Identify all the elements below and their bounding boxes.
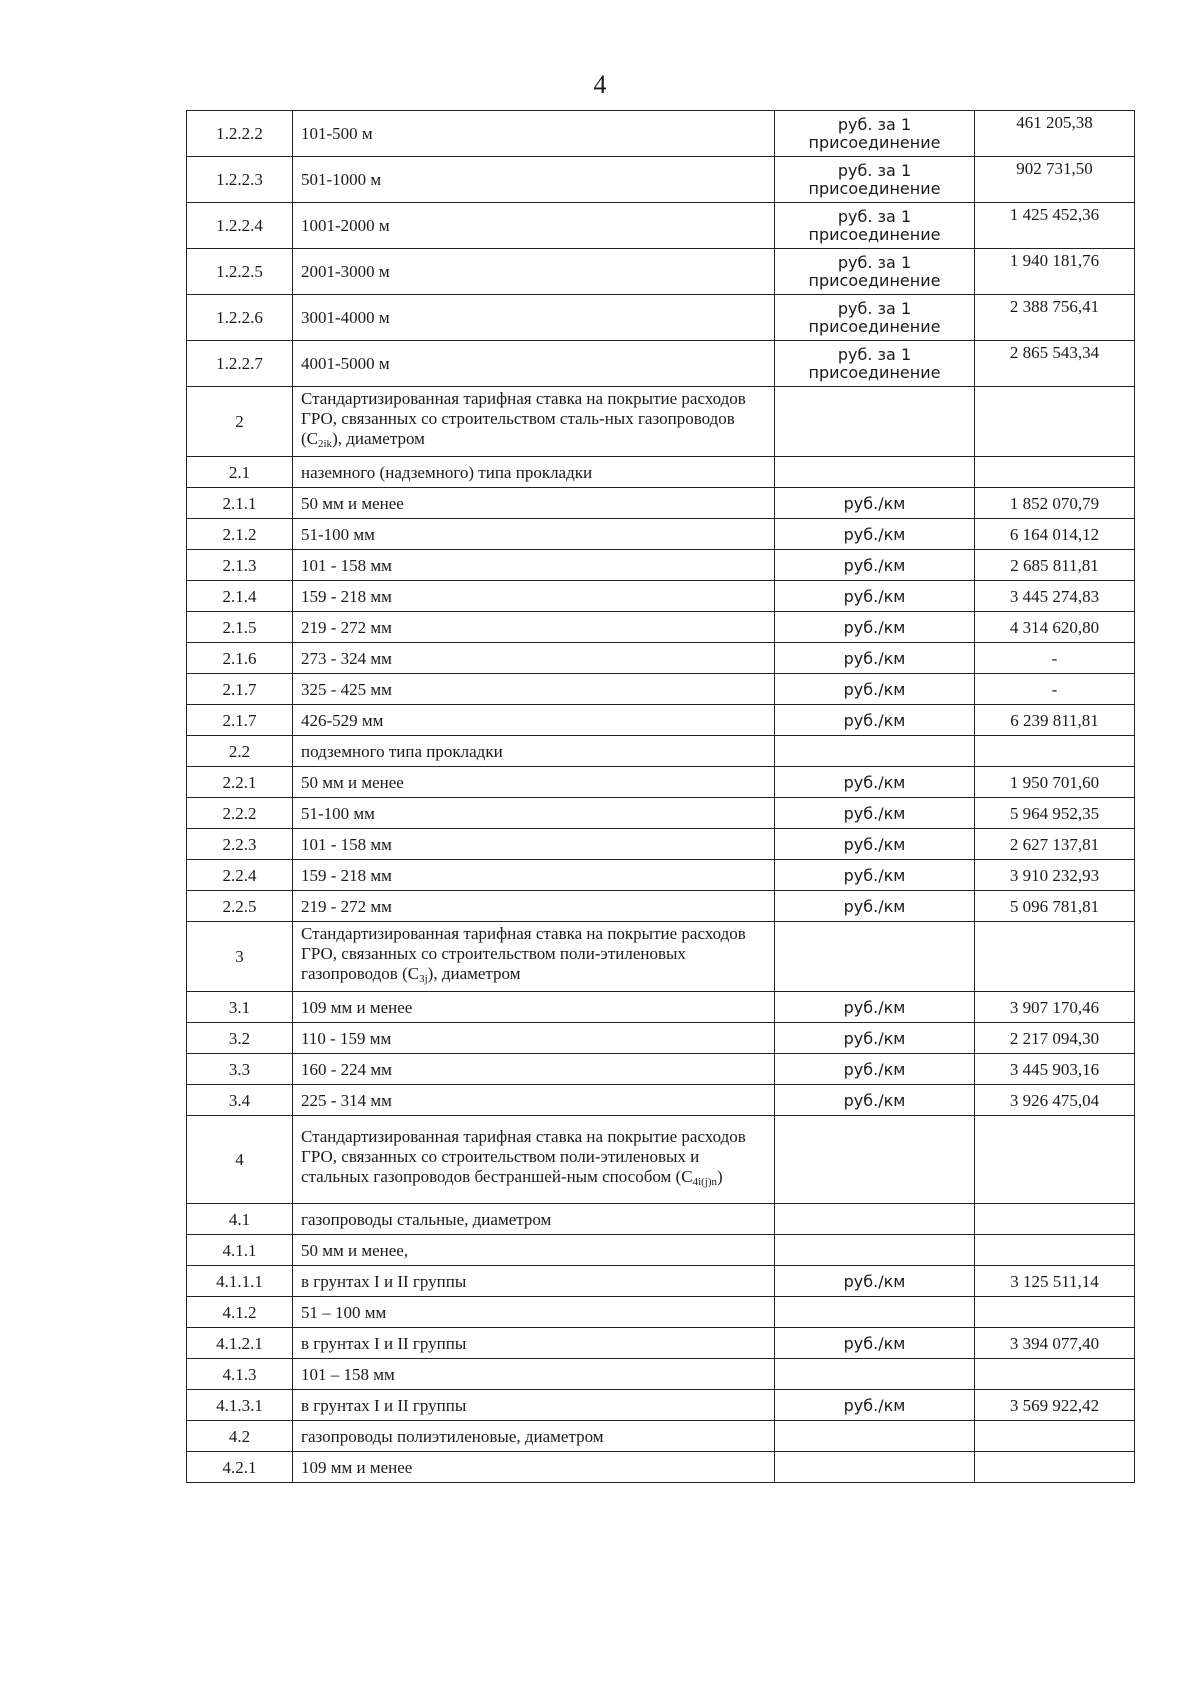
row-unit-cell: [775, 1204, 975, 1235]
table-row: [187, 1023, 1135, 1054]
row-unit-cell: руб. за 1 присоединение: [775, 203, 975, 249]
row-name-text-end: ), диаметром: [427, 964, 521, 983]
row-value-cell: 2 217 094,30: [975, 1023, 1135, 1054]
row-number-cell: 2.1.4: [187, 581, 293, 612]
table-row: [187, 295, 1135, 341]
table-row: [187, 1328, 1135, 1359]
row-unit-cell: [775, 1235, 975, 1266]
row-number-cell: 4.1.3.1: [187, 1390, 293, 1421]
table-row: [187, 341, 1135, 387]
table-row: [187, 1266, 1135, 1297]
table-row: [187, 798, 1135, 829]
row-name-cell: 1001-2000 м: [293, 203, 775, 249]
row-name-subscript: 4i(j)n: [692, 1176, 718, 1188]
table-row: [187, 891, 1135, 922]
row-unit-cell: руб. за 1 присоединение: [775, 341, 975, 387]
row-value-cell: 3 445 903,16: [975, 1054, 1135, 1085]
row-name-cell: подземного типа прокладки: [293, 736, 775, 767]
row-number-cell: 2.2.4: [187, 860, 293, 891]
row-value-cell: -: [975, 643, 1135, 674]
row-unit-cell: [775, 736, 975, 767]
page-number: 4: [593, 70, 607, 99]
row-unit-cell: руб./км: [775, 674, 975, 705]
row-number-cell: 4.1.1.1: [187, 1266, 293, 1297]
table-row: [187, 1235, 1135, 1266]
row-name-cell: 219 - 272 мм: [293, 891, 775, 922]
row-number-cell: 2.1: [187, 457, 293, 488]
row-value-cell: [975, 1235, 1135, 1266]
table-row: [187, 736, 1135, 767]
table-row: [187, 249, 1135, 295]
table-row: [187, 1054, 1135, 1085]
row-unit-cell: [775, 457, 975, 488]
row-unit-cell: [775, 1116, 975, 1204]
row-unit-cell: руб./км: [775, 829, 975, 860]
row-unit-cell: [775, 1452, 975, 1483]
row-name-cell: 101-500 м: [293, 111, 775, 157]
row-value-cell: 6 164 014,12: [975, 519, 1135, 550]
table-row: [187, 922, 1135, 992]
row-name-cell: 50 мм и менее: [293, 767, 775, 798]
row-unit-cell: руб./км: [775, 1054, 975, 1085]
table-row: [187, 674, 1135, 705]
row-number-cell: 4.2: [187, 1421, 293, 1452]
row-number-cell: 3.3: [187, 1054, 293, 1085]
row-name-cell: в грунтах I и II группы: [293, 1266, 775, 1297]
row-number-cell: 3.4: [187, 1085, 293, 1116]
row-name-cell: 110 - 159 мм: [293, 1023, 775, 1054]
row-number-cell: 4.1.3: [187, 1359, 293, 1390]
row-number-cell: 1.2.2.7: [187, 341, 293, 387]
row-number-cell: 2.2: [187, 736, 293, 767]
table-row: [187, 860, 1135, 891]
table-row: [187, 643, 1135, 674]
row-value-cell: 5 096 781,81: [975, 891, 1135, 922]
row-unit-cell: руб./км: [775, 1023, 975, 1054]
row-name-cell: 273 - 324 мм: [293, 643, 775, 674]
row-number-cell: 4.1.2.1: [187, 1328, 293, 1359]
row-name-cell: 2001-3000 м: [293, 249, 775, 295]
row-name-cell: газопроводы стальные, диаметром: [293, 1204, 775, 1235]
table-row: [187, 203, 1135, 249]
row-number-cell: 2: [187, 387, 293, 457]
table-row: [187, 992, 1135, 1023]
table-row: [187, 488, 1135, 519]
row-value-cell: 3 910 232,93: [975, 860, 1135, 891]
row-number-cell: 3.2: [187, 1023, 293, 1054]
row-name-cell: 219 - 272 мм: [293, 612, 775, 643]
table-row: [187, 550, 1135, 581]
row-number-cell: 2.2.2: [187, 798, 293, 829]
row-value-cell: 3 125 511,14: [975, 1266, 1135, 1297]
row-unit-cell: [775, 922, 975, 992]
table-row: [187, 1452, 1135, 1483]
tariff-table-body: [187, 111, 1135, 1483]
table-row: [187, 767, 1135, 798]
row-value-cell: 2 388 756,41: [975, 295, 1135, 341]
row-name-cell: 51-100 мм: [293, 519, 775, 550]
row-name-cell: газопроводы полиэтиленовые, диаметром: [293, 1421, 775, 1452]
row-value-cell: [975, 736, 1135, 767]
row-number-cell: 4.2.1: [187, 1452, 293, 1483]
row-value-cell: 3 394 077,40: [975, 1328, 1135, 1359]
table-row: [187, 1204, 1135, 1235]
table-row: [187, 829, 1135, 860]
row-name-cell: 109 мм и менее: [293, 992, 775, 1023]
row-name-cell: 4001-5000 м: [293, 341, 775, 387]
row-number-cell: 1.2.2.6: [187, 295, 293, 341]
row-value-cell: [975, 1421, 1135, 1452]
row-value-cell: 5 964 952,35: [975, 798, 1135, 829]
row-value-cell: [975, 922, 1135, 992]
row-unit-cell: руб./км: [775, 860, 975, 891]
row-number-cell: 2.2.5: [187, 891, 293, 922]
row-number-cell: 2.1.7: [187, 705, 293, 736]
row-unit-cell: руб./км: [775, 488, 975, 519]
row-name-cell: [293, 922, 775, 992]
row-number-cell: 2.2.3: [187, 829, 293, 860]
row-number-cell: 1.2.2.4: [187, 203, 293, 249]
row-number-cell: 4.1.1: [187, 1235, 293, 1266]
row-name-cell: 225 - 314 мм: [293, 1085, 775, 1116]
row-value-cell: [975, 1116, 1135, 1204]
table-row: [187, 1297, 1135, 1328]
row-unit-cell: руб./км: [775, 1328, 975, 1359]
row-unit-cell: руб. за 1 присоединение: [775, 249, 975, 295]
row-name-cell: 51-100 мм: [293, 798, 775, 829]
row-value-cell: 3 445 274,83: [975, 581, 1135, 612]
row-name-cell: наземного (надземного) типа прокладки: [293, 457, 775, 488]
row-name-cell: 501-1000 м: [293, 157, 775, 203]
row-number-cell: 3: [187, 922, 293, 992]
row-name-text: Стандартизированная тарифная ставка на покрытие расходов ГРО, связанных со строительством поли-этиленовых и стальных газопроводов бестраншей-ным способом (C: [301, 1127, 746, 1186]
row-number-cell: 2.2.1: [187, 767, 293, 798]
row-name-subscript: 2ik: [318, 438, 333, 450]
row-value-cell: [975, 457, 1135, 488]
row-value-cell: 2 685 811,81: [975, 550, 1135, 581]
row-name-cell: 101 - 158 мм: [293, 550, 775, 581]
table-row: [187, 1359, 1135, 1390]
table-row: [187, 111, 1135, 157]
table-row: [187, 1421, 1135, 1452]
row-unit-cell: руб. за 1 присоединение: [775, 111, 975, 157]
row-unit-cell: [775, 1421, 975, 1452]
row-unit-cell: руб. за 1 присоединение: [775, 157, 975, 203]
row-value-cell: 2 627 137,81: [975, 829, 1135, 860]
row-unit-cell: руб./км: [775, 798, 975, 829]
table-row: [187, 581, 1135, 612]
table-row: [187, 1116, 1135, 1204]
row-name-cell: 51 – 100 мм: [293, 1297, 775, 1328]
row-name-cell: 426-529 мм: [293, 705, 775, 736]
row-value-cell: -: [975, 674, 1135, 705]
row-number-cell: 2.1.7: [187, 674, 293, 705]
row-number-cell: 4.1.2: [187, 1297, 293, 1328]
row-unit-cell: руб./км: [775, 891, 975, 922]
row-name-cell: 50 мм и менее,: [293, 1235, 775, 1266]
row-value-cell: 2 865 543,34: [975, 341, 1135, 387]
row-unit-cell: руб. за 1 присоединение: [775, 295, 975, 341]
row-number-cell: 4.1: [187, 1204, 293, 1235]
row-name-cell: 325 - 425 мм: [293, 674, 775, 705]
row-name-cell: 109 мм и менее: [293, 1452, 775, 1483]
row-unit-cell: [775, 387, 975, 457]
row-unit-cell: руб./км: [775, 612, 975, 643]
row-value-cell: [975, 1359, 1135, 1390]
row-value-cell: [975, 387, 1135, 457]
row-number-cell: 1.2.2.3: [187, 157, 293, 203]
table-row: [187, 519, 1135, 550]
row-name-cell: 101 – 158 мм: [293, 1359, 775, 1390]
row-number-cell: 2.1.2: [187, 519, 293, 550]
row-value-cell: 1 852 070,79: [975, 488, 1135, 519]
row-unit-cell: руб./км: [775, 705, 975, 736]
row-number-cell: 3.1: [187, 992, 293, 1023]
row-value-cell: 3 569 922,42: [975, 1390, 1135, 1421]
row-value-cell: 1 940 181,76: [975, 249, 1135, 295]
row-name-cell: 160 - 224 мм: [293, 1054, 775, 1085]
row-unit-cell: руб./км: [775, 1390, 975, 1421]
row-value-cell: 461 205,38: [975, 111, 1135, 157]
row-name-subscript: 3j: [419, 973, 428, 985]
row-value-cell: 3 926 475,04: [975, 1085, 1135, 1116]
row-number-cell: 1.2.2.5: [187, 249, 293, 295]
row-unit-cell: руб./км: [775, 581, 975, 612]
row-name-cell: [293, 1116, 775, 1204]
row-number-cell: 4: [187, 1116, 293, 1204]
row-name-cell: в грунтах I и II группы: [293, 1328, 775, 1359]
table-row: [187, 387, 1135, 457]
row-name-text-end: ), диаметром: [332, 429, 425, 448]
row-name-text: Стандартизированная тарифная ставка на покрытие расходов ГРО, связанных со строительством поли-этиленовых газопроводов (C: [301, 924, 746, 983]
row-unit-cell: руб./км: [775, 767, 975, 798]
row-unit-cell: руб./км: [775, 550, 975, 581]
row-value-cell: 902 731,50: [975, 157, 1135, 203]
row-unit-cell: руб./км: [775, 519, 975, 550]
row-unit-cell: руб./км: [775, 1085, 975, 1116]
table-row: [187, 612, 1135, 643]
row-name-text: Стандартизированная тарифная ставка на покрытие расходов ГРО, связанных со строительством сталь-ных газопроводов (C: [301, 389, 746, 448]
row-unit-cell: руб./км: [775, 992, 975, 1023]
row-unit-cell: руб./км: [775, 643, 975, 674]
row-value-cell: 4 314 620,80: [975, 612, 1135, 643]
row-value-cell: [975, 1297, 1135, 1328]
row-unit-cell: [775, 1359, 975, 1390]
row-name-text-end: ): [717, 1167, 723, 1186]
row-name-cell: [293, 387, 775, 457]
row-unit-cell: руб./км: [775, 1266, 975, 1297]
row-number-cell: 2.1.1: [187, 488, 293, 519]
row-value-cell: [975, 1452, 1135, 1483]
table-row: [187, 705, 1135, 736]
row-value-cell: 6 239 811,81: [975, 705, 1135, 736]
tariff-table: [186, 110, 1135, 1483]
table-row: [187, 1390, 1135, 1421]
table-row: [187, 457, 1135, 488]
row-name-cell: 159 - 218 мм: [293, 860, 775, 891]
row-value-cell: 1 950 701,60: [975, 767, 1135, 798]
row-number-cell: 2.1.5: [187, 612, 293, 643]
row-name-cell: 50 мм и менее: [293, 488, 775, 519]
row-number-cell: 2.1.6: [187, 643, 293, 674]
row-name-cell: 101 - 158 мм: [293, 829, 775, 860]
row-value-cell: 1 425 452,36: [975, 203, 1135, 249]
row-number-cell: 2.1.3: [187, 550, 293, 581]
row-name-cell: в грунтах I и II группы: [293, 1390, 775, 1421]
row-unit-cell: [775, 1297, 975, 1328]
row-number-cell: 1.2.2.2: [187, 111, 293, 157]
table-row: [187, 157, 1135, 203]
row-value-cell: 3 907 170,46: [975, 992, 1135, 1023]
table-row: [187, 1085, 1135, 1116]
row-name-cell: 3001-4000 м: [293, 295, 775, 341]
row-name-cell: 159 - 218 мм: [293, 581, 775, 612]
row-value-cell: [975, 1204, 1135, 1235]
